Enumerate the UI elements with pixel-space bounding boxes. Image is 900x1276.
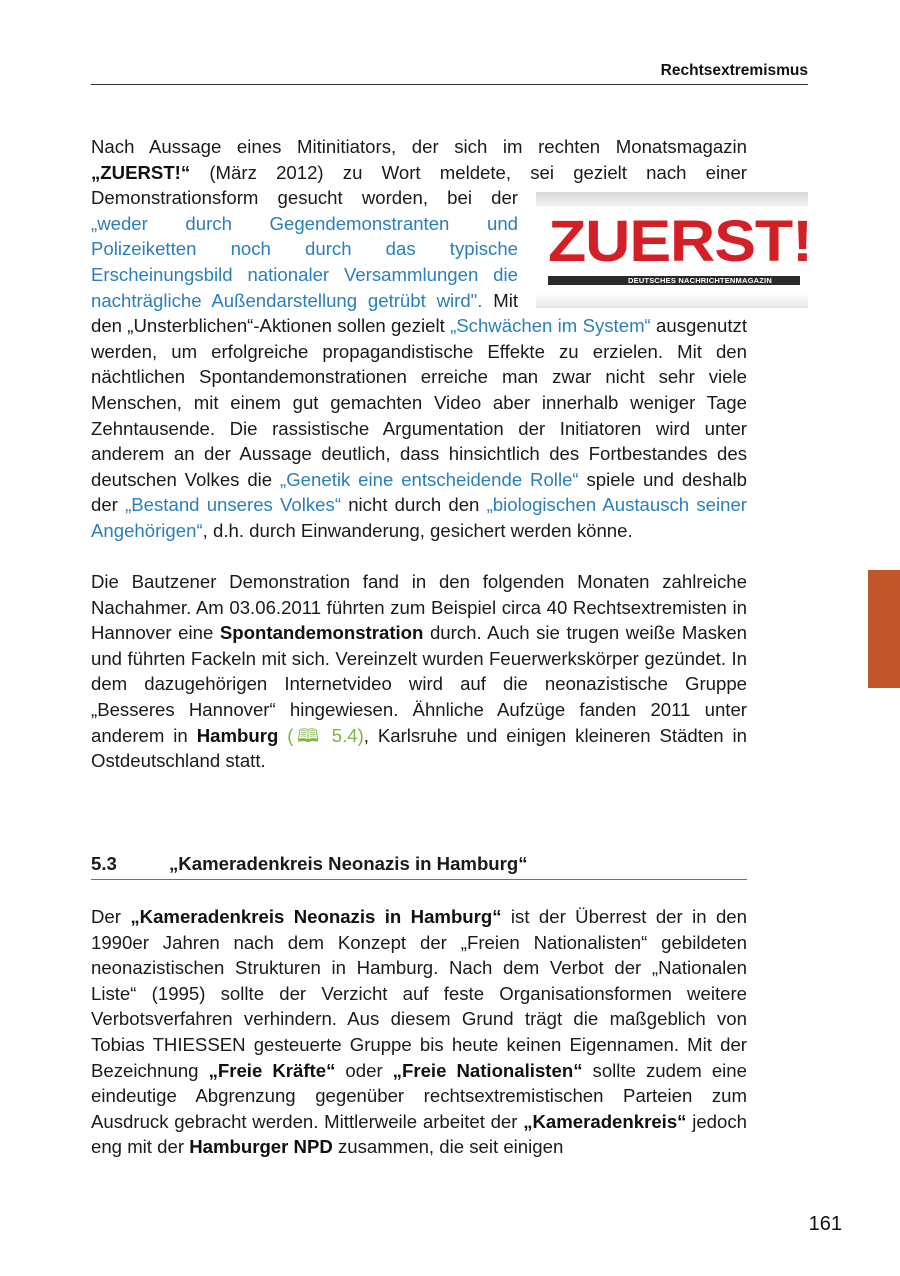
text: (März 2012) zu Wort meldete, sei gezielt nach einer Demonstrationsform gesucht worden, bei der <box>91 161 747 209</box>
section-title: „Kameradenkreis Neonazis in Hamburg“ <box>169 853 528 874</box>
section-number: 5.3 <box>91 853 117 874</box>
zuerst-logo <box>536 192 812 308</box>
body-column-2 <box>91 904 747 1160</box>
quote: „Bestand unseres Volkes“ <box>125 494 342 516</box>
page-number: 161 <box>808 1213 842 1235</box>
text: zusammen, die seit einigen <box>332 1136 564 1158</box>
cross-reference-link[interactable]: (🕮 5.4) <box>287 724 364 746</box>
bold-term: „Kameradenkreis Neonazis in Hamburg“ <box>130 906 502 927</box>
text: , d.h. durch Einwanderung, gesichert werden könne. <box>202 519 633 541</box>
text: jedoch eng mit der <box>91 1110 747 1158</box>
quote: „biologischen Austausch seiner Angehörigen“ <box>91 494 747 541</box>
text: ist der Überrest der in den 1990er Jahren nach dem Konzept der „Freien Nationalisten“ gebildeten neonazistischen Strukturen in Hamburg. Nach dem Verbot der „Nationalen Liste“ (1995) sollte der Verzicht auf feste Organisationsformen weitere Verbotsverfahren verhindern. Aus diesem Grund trägt die maßgeblich von Tobias THIESSEN gesteuerte Gruppe bis heute keinen Eigennamen. Mit der Bezeichnung <box>91 906 747 1081</box>
bold-term: „Kameradenkreis“ <box>523 1110 687 1132</box>
paragraph-3 <box>91 904 747 1160</box>
text: Der <box>91 906 131 927</box>
bold-term: Spontandemonstration <box>219 622 424 644</box>
text: Mit den „Unsterblichen“-Aktionen sollen gezielt <box>91 289 519 337</box>
text: Nach Aussage eines Mitinitiators, der sich im rechten Monatsmagazin <box>91 136 747 157</box>
bold-term: Hamburger NPD <box>189 1136 333 1158</box>
logo-wordmark: ZUERST! <box>548 209 812 275</box>
quote: „Genetik eine entscheidende Rolle“ <box>280 468 579 490</box>
bold-term: Hamburg <box>196 724 279 746</box>
logo-subtitle: DEUTSCHES NACHRICHTENMAGAZIN <box>628 276 772 286</box>
running-head: Rechtsextremismus <box>660 62 808 79</box>
text: durch. Auch sie trugen weiße Masken und führten Fackeln mit sich. Vereinzelt wurden Feuerwerkskörper gezündet. In dem dazugehörigen Internetvideo wird auf die neonazistische Gruppe „Besseres Hannover“ hingewiesen. Ähnliche Aufzüge fanden 2011 unter anderem in <box>91 622 747 746</box>
text: Die Bautzener Demonstration fand in den folgenden Monaten zahlreiche Nachahmer. Am 03.06.2011 führten zum Beispiel circa 40 Rechtsextremisten in Hannover eine <box>91 571 747 644</box>
quote: „weder durch Gegendemonstranten und Polizeiketten noch durch das typische Erscheinungsbild nationaler Versammlungen die nachträgliche Außendarstellung getrübt wird". <box>91 212 518 311</box>
bold-term: „Freie Kräfte“ <box>208 1059 336 1081</box>
text: ausgenutzt werden, um erfolgreiche propagandistische Effekte zu erzielen. Mit den nächtlichen Spontandemonstrationen erreiche man zwar nicht sehr viele Menschen, mit einem gut gemachten Video aber innerhalb weniger Tage Zehntausende. Die rassistische Argumentation der Initiatoren wird unter anderem an der Aussage deutlich, dass hinsichtlich des Fortbestandes des deutschen Volkes die <box>91 315 747 490</box>
bold-term: „Freie Nationalisten“ <box>392 1059 583 1081</box>
text: spiele und deshalb der <box>91 468 747 516</box>
body-column <box>91 134 812 774</box>
bold-term: „ZUERST!“ <box>91 161 191 183</box>
section-heading <box>91 852 747 880</box>
paragraph-2 <box>91 569 747 774</box>
paragraph-1 <box>91 134 812 544</box>
text: , Karlsruhe und einigen kleineren Städten in Ostdeutschland statt. <box>91 724 747 772</box>
chapter-tab <box>868 570 900 688</box>
text: oder <box>335 1059 393 1081</box>
quote: „Schwächen im System“ <box>450 315 651 337</box>
text: nicht durch den <box>341 494 487 516</box>
text: sollte zudem eine eindeutige Abgrenzung gegenüber rechtsextremistischen Parteien zum Ausdruck gebracht werden. Mittlerweile arbeitet der <box>91 1059 747 1132</box>
header-rule <box>91 84 808 85</box>
